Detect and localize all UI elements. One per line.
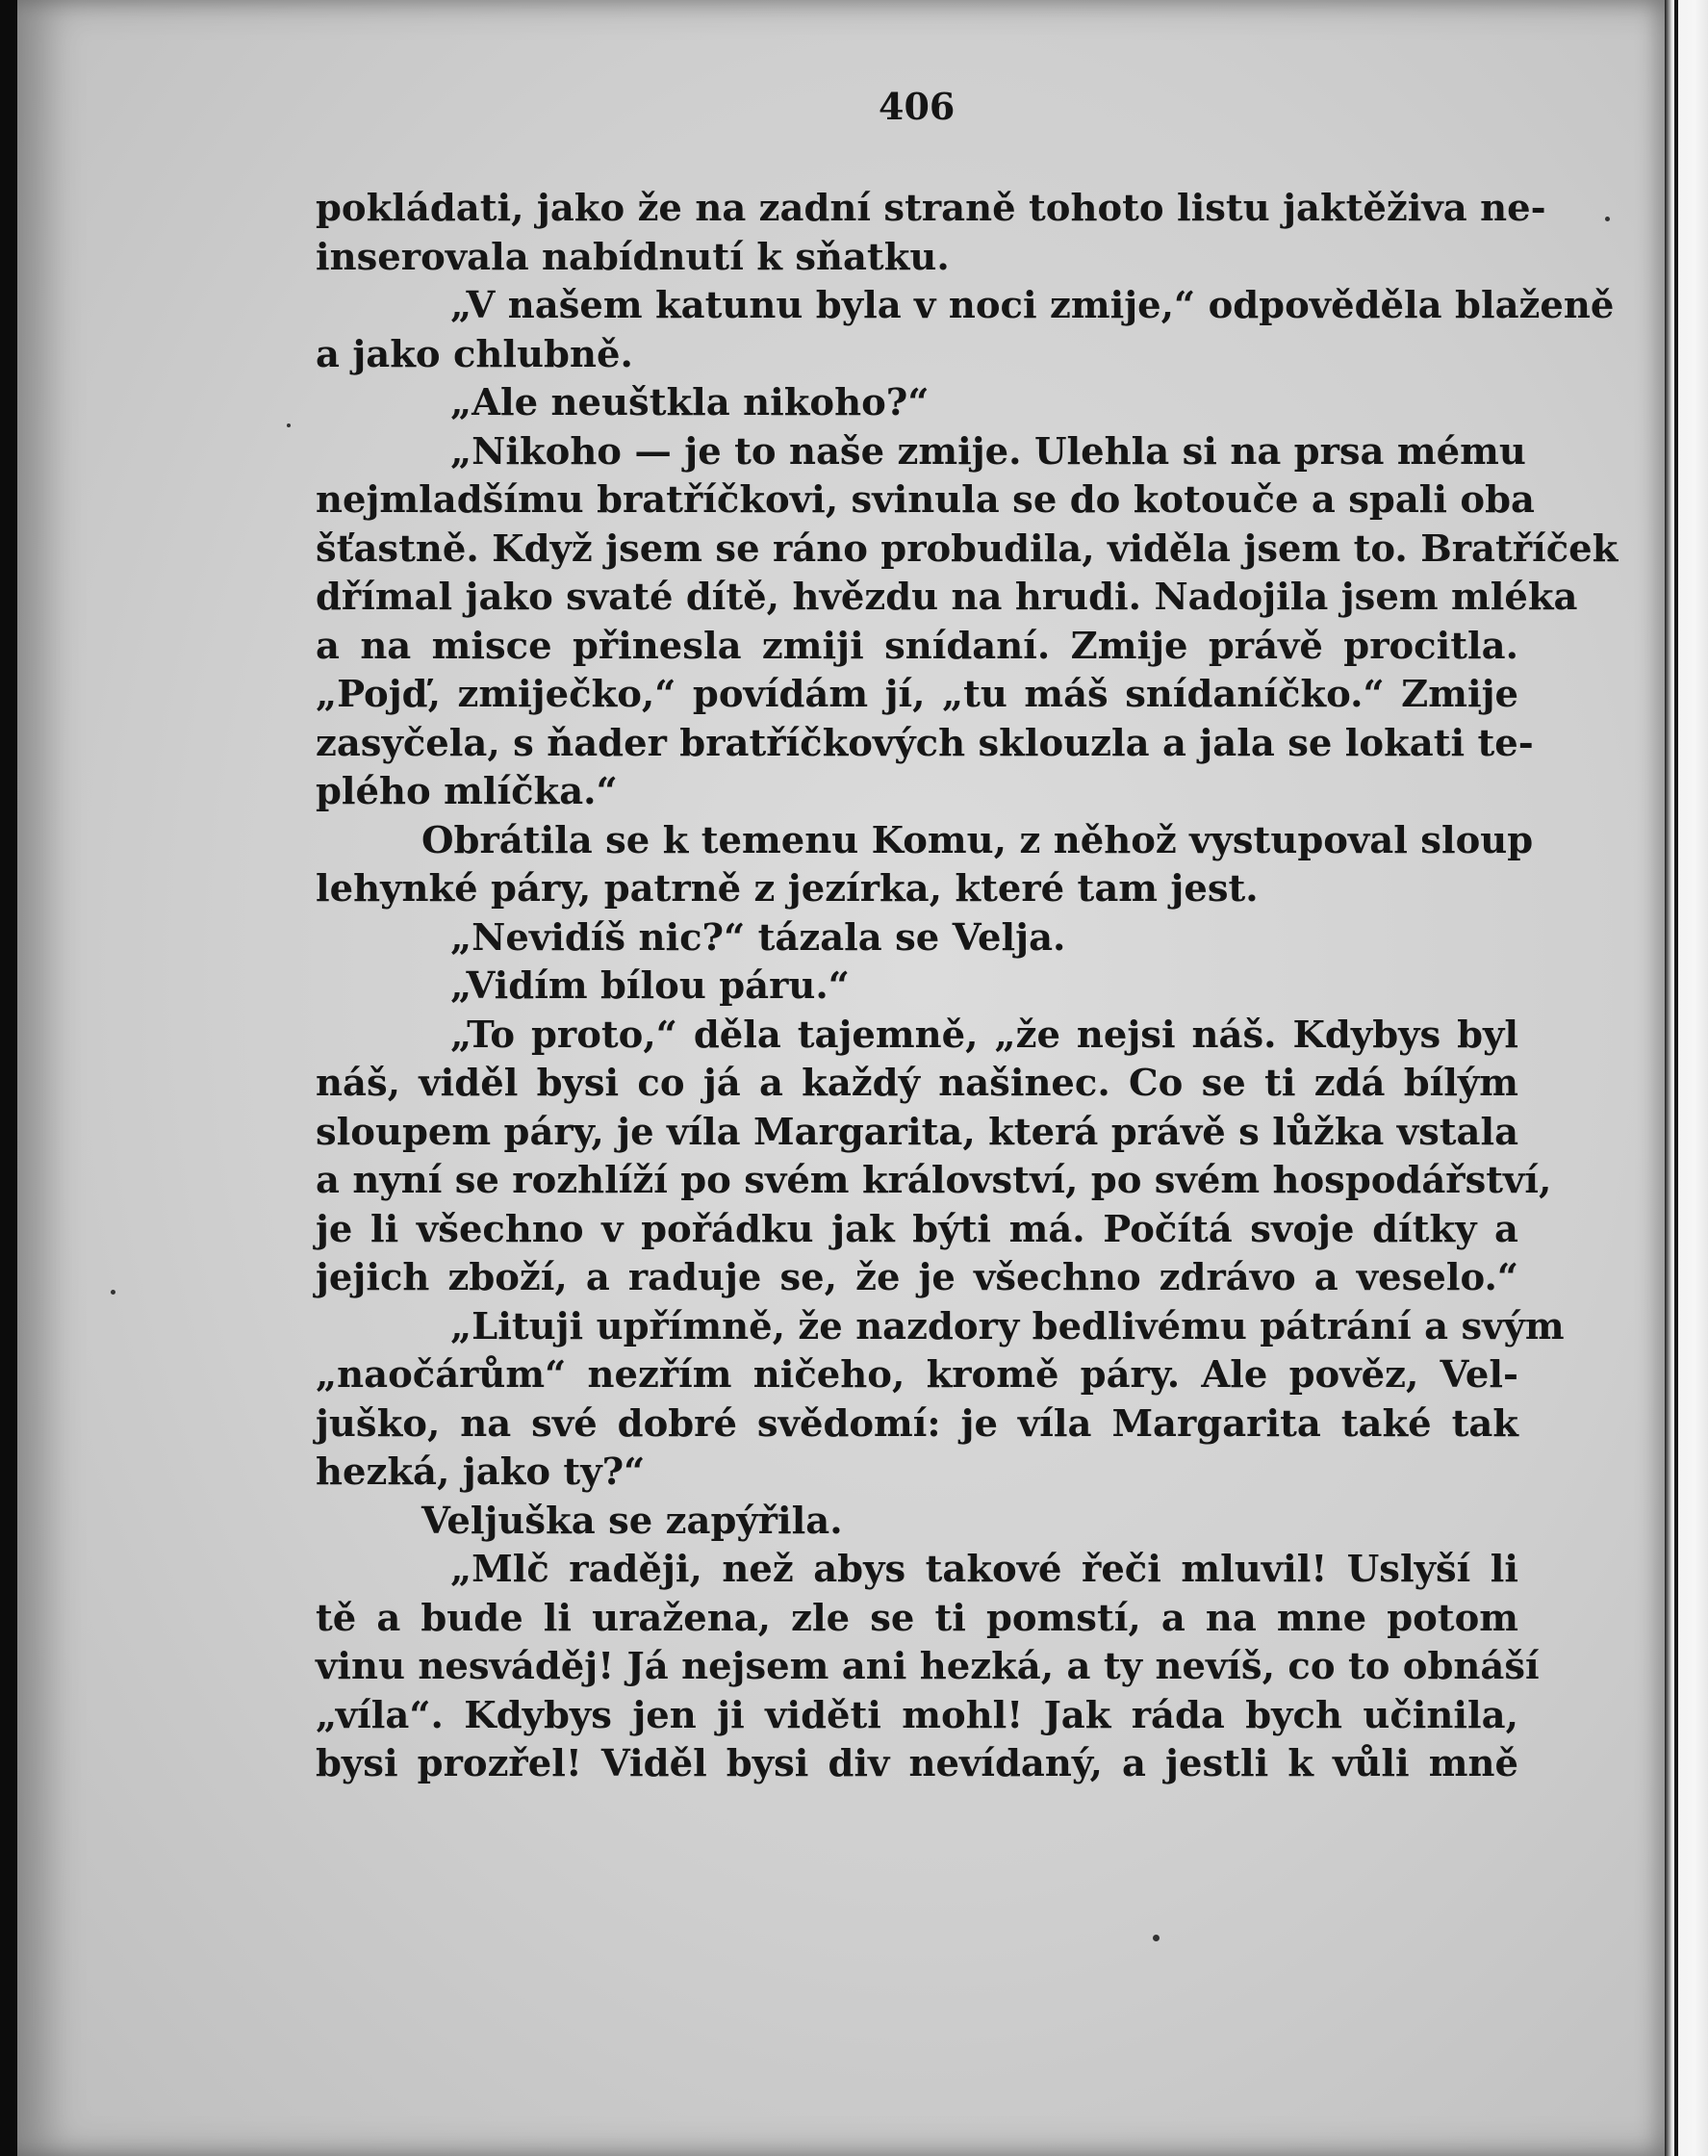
text-line: Obrátila se k temenu Komu, z něhož vystupoval sloup	[421, 818, 1534, 862]
text-line: a jako chlubně.	[316, 332, 633, 376]
dust-speck	[1605, 217, 1610, 221]
text-line: dřímal jako svaté dítě, hvězdu na hrudi. Nadojila jsem mléka	[316, 576, 1578, 619]
text-line: „V našem katunu byla v noci zmije,“ odpověděla blaženě	[450, 284, 1615, 327]
text-line: a na misce přinesla zmiji snídaní. Zmije právě procitla.	[316, 624, 1518, 668]
text-line: „Nikoho — je to naše zmije. Ulehla si na prsa mému	[450, 429, 1526, 474]
text-line: vinu nesváděj! Já nejsem ani hezká, a ty nevíš, co to obnáší	[316, 1645, 1540, 1688]
text-line: plého mlíčka.“	[316, 770, 618, 813]
text-line: a nyní se rozhlíží po svém království, po svém hospodářství,	[316, 1159, 1552, 1202]
text-line: lehynké páry, patrně z jezírka, které tam jest.	[316, 867, 1259, 911]
text-line: „Vidím bílou páru.“	[450, 964, 850, 1008]
dust-speck	[111, 1290, 115, 1295]
text-line: „To proto,“ děla tajemně, „že nejsi náš. Kdybys byl	[450, 1013, 1518, 1057]
text-line: „Mlč raději, než abys takové řeči mluvil! Uslyší li	[450, 1548, 1518, 1591]
binding-shadow	[1674, 0, 1678, 2156]
text-line: bysi prozřel! Viděl bysi div nevídaný, a jestli k vůli mně	[316, 1742, 1518, 1785]
dust-speck	[1153, 1935, 1160, 1941]
next-page-edge	[1665, 0, 1708, 2156]
body-text	[316, 185, 1619, 1789]
page-number: 406	[879, 85, 956, 128]
text-line: nejmladšímu bratříčkovi, svinula se do kotouče a spali oba	[316, 478, 1535, 522]
text-line: zasyčela, s ňader bratříčkových sklouzla a jala se lokati te-	[316, 721, 1534, 765]
text-line: „Nevidíš nic?“ tázala se Velja.	[450, 915, 1066, 960]
text-line: hezká, jako ty?“	[316, 1450, 646, 1494]
text-line: jejich zboží, a raduje se, že je všechno zdrávo a veselo.“	[316, 1256, 1518, 1299]
text-line: „víla“. Kdybys jen ji viděti mohl! Jak ráda bych učinila,	[316, 1693, 1518, 1737]
text-line: tě a bude li uražena, zle se ti pomstí, a na mne potom	[316, 1596, 1518, 1640]
text-line: sloupem páry, je víla Margarita, která právě s lůžka vstala	[316, 1110, 1519, 1154]
text-line: Veljuška se zapýřila.	[421, 1499, 843, 1543]
text-line: juško, na své dobré svědomí: je víla Margarita také tak	[316, 1401, 1518, 1446]
text-line: „Ale neuštkla nikoho?“	[450, 381, 930, 424]
text-line: je li všechno v pořádku jak býti má. Počítá svoje dítky a	[316, 1207, 1518, 1251]
text-line: šťastně. Když jsem se ráno probudila, viděla jsem to. Bratříček	[316, 526, 1619, 571]
text-line: „Lituji upřímně, že nazdory bedlivému pátrání a svým	[450, 1304, 1565, 1348]
dust-speck	[287, 424, 291, 427]
text-line: inserovala nabídnutí k sňatku.	[316, 235, 950, 279]
text-line: „naočárům“ nezřím ničeho, kromě páry. Ale pověz, Vel-	[316, 1353, 1518, 1397]
text-line: pokládati, jako že na zadní straně tohoto listu jaktěživa ne-	[316, 187, 1546, 230]
text-line: „Pojď, zmiječko,“ povídám jí, „tu máš snídaníčko.“ Zmije	[316, 673, 1518, 716]
text-line: náš, viděl bysi co já a každý našinec. Co se ti zdá bílým	[316, 1062, 1518, 1105]
